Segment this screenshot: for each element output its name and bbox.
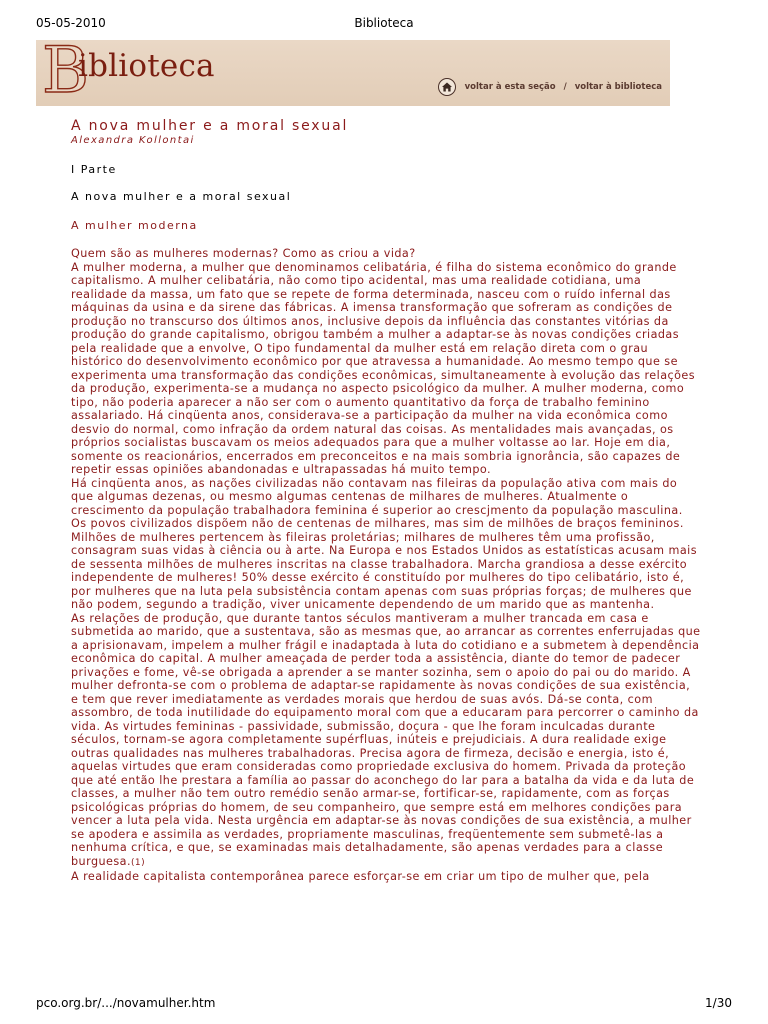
part-label: I Parte	[71, 163, 117, 176]
paragraph: A mulher moderna, a mulher que denominamos celibatária, é filha do sistema econômico do grande capitalismo. A mulher celibatária, não como tipo acidental, mas uma realidade cotidiana, uma realidade da massa, um fato que se repete de forma determinada, nasceu com o ruído infernal das máquinas da usina e da sirene das fábricas. A imensa transformação que sofreram as condições de produção no transcurso dos últimos anos, inclusive depois da influência das constantes vitórias da produção do grande capitalismo, obrigou também a mulher a adaptar-se às novas condições criadas pela realidade que a envolve, O tipo fundamental da mulher está em relação direta com o grau histórico do desenvolvimento econômico por que atravessa a humanidade. Ao mesmo tempo que se experimenta uma transformação das condições econômicas, simultaneamente à evolução das relações da produção, experimenta-se a mudança no aspecto psicológico da mulher. A mulher moderna, como tipo, não poderia aparecer a não ser com o aumento quantitativo da força de trabalho feminino assalariado. Há cinqüenta anos, considerava-se a participação da mulher na vida econômica como desvio do normal, como infração da ordem natural das coisas. As mentalidades mais avançadas, os próprios socialistas buscavam os meios adequados para que a mulher voltasse ao lar. Hoje em dia, somente os reacionários, encerrados em preconceitos e na mais sombria ignorância, são capazes de repetir essas opiniões abandonadas e ultrapassadas há muito tempo.	[71, 260, 696, 476]
article-body	[71, 247, 701, 884]
back-to-section-link[interactable]: voltar à esta seção	[464, 82, 556, 92]
back-to-library-link[interactable]: voltar à biblioteca	[574, 82, 662, 92]
print-page-title: Biblioteca	[354, 16, 414, 30]
print-date: 05-05-2010	[36, 16, 106, 30]
nav-separator: /	[563, 82, 567, 92]
paragraph: A realidade capitalista contemporânea parece esforçar-se em criar um tipo de mulher que, pela	[71, 870, 650, 883]
article-author: Alexandra Kollontai	[71, 135, 195, 146]
site-logo-text: iblioteca	[78, 48, 215, 84]
site-banner	[36, 40, 670, 106]
logo-initial: B	[42, 40, 90, 106]
part-subtitle: A nova mulher e a moral sexual	[71, 190, 292, 203]
paragraph	[71, 612, 701, 871]
footnote-link[interactable]: (1)	[130, 857, 146, 868]
article-content	[71, 118, 701, 884]
home-icon[interactable]	[438, 78, 456, 96]
paragraph: Há cinqüenta anos, as nações civilizadas não contavam nas fileiras da população ativa com mais do que algumas dezenas, ou mesmo algumas centenas de milhares de mulheres. Atualmente o crescimento da população trabalhadora feminina é superior ao crescjmento da população masculina. Os povos civilizados dispõem não de centenas de milhares, mas sim de milhões de braços femininos. Milhões de mulheres pertencem às fileiras proletárias; milhares de mulheres têm uma profissão, consagram suas vidas à ciência ou à arte. Na Europa e nos Estados Unidos as estatísticas acusam mais de sessenta milhões de mulheres inscritas na classe trabalhadora. Marcha grandiosa a desse exército independente de mulheres! 50% desse exército é constituído por mulheres do tipo celibatário, isto é, por mulheres que na luta pela subsistência contam apenas com suas próprias forças; de mulheres que não podem, segundo a tradição, viver unicamente dependendo de um marido que as mantenha.	[71, 476, 697, 611]
page-number: 1/30	[705, 996, 732, 1010]
page-url: pco.org.br/.../novamulher.htm	[36, 996, 216, 1010]
paragraph: Quem são as mulheres modernas? Como as criou a vida?	[71, 247, 416, 260]
article-title: A nova mulher e a moral sexual	[71, 118, 349, 134]
print-header	[36, 14, 732, 36]
paragraph-text: As relações de produção, que durante tantos séculos mantiveram a mulher trancada em casa e submetida ao marido, que a sustentava, são as mesmas que, ao arrancar as correntes enferrujadas que a aprisionavam, impelem a mulher frágil e inadaptada à luta do cotidiano e a submetem à dependência econômica do capital. A mulher ameaçada de perder toda a assistência, diante do temor de padecer privações e fome, vê-se obrigada a aprender a se manter sozinha, sem o apoio do pai ou do marido. A mulher defronta-se com o problema de adaptar-se rapidamente às novas condições de sua existência, e tem que rever imediatamente as verdades morais que herdou de suas avós. Dá-se conta, com assombro, de toda inutilidade do equipamento moral com que a educaram para percorrer o caminho da vida. As virtudes femininas - passividade, submissão, doçura - que lhe foram inculcadas durante séculos, tornam-se agora completamente supérfluas, inúteis e prejudiciais. A dura realidade exige outras qualidades nas mulheres trabalhadoras. Precisa agora de firmeza, decisão e energia, isto é, aquelas virtudes que eram consideradas como propriedade exclusiva do homem. Privada da proteção que até então lhe prestara a família ao passar do aconchego do lar para a batalha da vida e da luta de classes, a mulher não tem outro remédio senão armar-se, fortificar-se, rapidamente, com as forças psicológicas próprias do homem, de seu companheiro, que sempre está em melhores condições para vencer a luta pela vida. Nesta urgência em adaptar-se às novas condições de sua existência, a mulher se apodera e assimila as verdades, propriamente masculinas, freqüentemente sem submetê-las a nenhuma crítica, e que, se examinadas mais detalhadamente, são apenas verdades para a classe burguesa.	[71, 611, 701, 868]
print-footer	[36, 996, 732, 1012]
section-title: A mulher moderna	[71, 219, 198, 232]
banner-nav	[438, 77, 662, 97]
